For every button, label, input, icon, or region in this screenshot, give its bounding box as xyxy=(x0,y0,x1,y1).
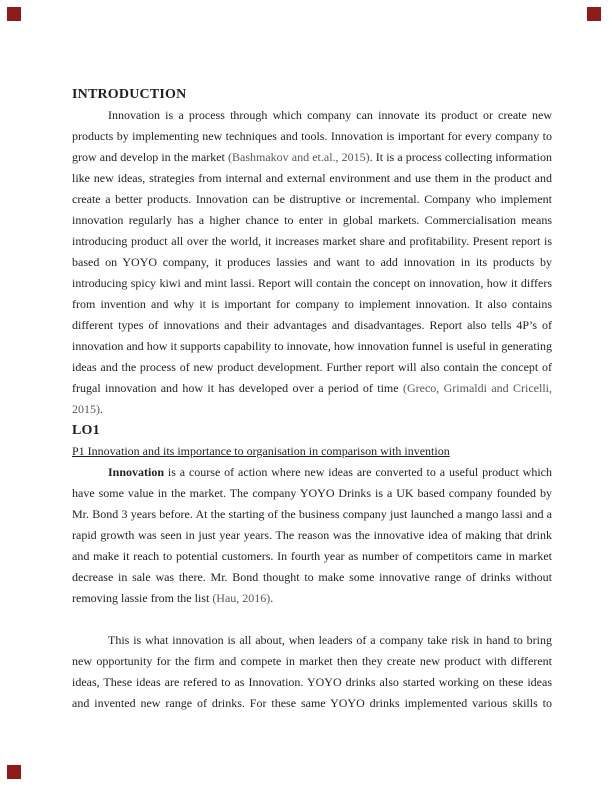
page-content xyxy=(72,84,552,714)
corner-marker-top-right-icon xyxy=(587,7,601,21)
text-segment: is a course of action where new ideas are converted to a useful product which have some value in the market. The company YOYO Drinks is a UK based company founded by Mr. Bond 3 years before. At the starting of the business company just launched a mango lassi and a rapid growth was seen in just year years. The reason was the innovative idea of making that drink and make it reach to potential customers. In fourth year as number of competitors came in market decrease in sale was there. Mr. Bond thought to make some innovative range of drinks without removing lassie from the list xyxy=(72,465,552,605)
text-segment: This is what innovation is all about, when leaders of a company take risk in hand to bring new opportunity for the firm and compete in market then they create new product with different ideas, These ideas are refered to as Innovation. YOYO drinks also started working on these ideas and invented new range of drinks. For these same YOYO drinks implemented various skills to xyxy=(72,633,552,710)
citation-text: (Greco, Grimaldi and Cricelli, 2015) xyxy=(72,381,552,416)
text-segment: . It is a process collecting information like new ideas, strategies from internal and external environment and use them in the product and create a better products. Innovation can be distruptive or incremental. Company who implement innovation regularly has a higher chance to enter in global markets. Commercialisation means introducing product all over the world, it increases market share and profitability. Present report is based on YOYO company, it produces lassies and want to add innovation in its products by introducing spicy kiwi and mint lassi. Report will contain the concept on innovation, how it differs from invention and why it is important for company to implement innovation. It also contains different types of innovations and their advantages and disadvantages. Report also tells 4P’s of innovation and how it supports capability to innovate, how innovation funnel is useful in generating ideas and the process of new product development. Further report will also contain the concept of frugal innovation and how it has developed over a period of time xyxy=(72,150,552,395)
citation-text: (Hau, 2016) xyxy=(212,591,271,605)
text-segment: Innovation is a process through which company can innovate its product or create new products by implementing new techniques and tools. Innovation is important for every company to grow and develop in the market xyxy=(72,108,552,164)
corner-marker-top-left-icon xyxy=(7,7,21,21)
section-heading-introduction: INTRODUCTION xyxy=(72,87,187,102)
citation-text: (Bashmakov and et.al., 2015) xyxy=(228,150,370,164)
text-segment: . xyxy=(270,591,274,605)
paragraph-p1-first xyxy=(72,462,552,609)
text-segment: . xyxy=(100,402,103,416)
subheading-p1: P1 Innovation and its importance to organisation in comparison with invention xyxy=(72,444,450,458)
text-segment: Innovation xyxy=(108,465,165,479)
paragraph-introduction xyxy=(72,105,552,420)
section-heading-lo1: LO1 xyxy=(72,423,100,438)
paragraph-p1-second xyxy=(72,630,552,714)
corner-marker-bottom-left-icon xyxy=(7,765,21,779)
